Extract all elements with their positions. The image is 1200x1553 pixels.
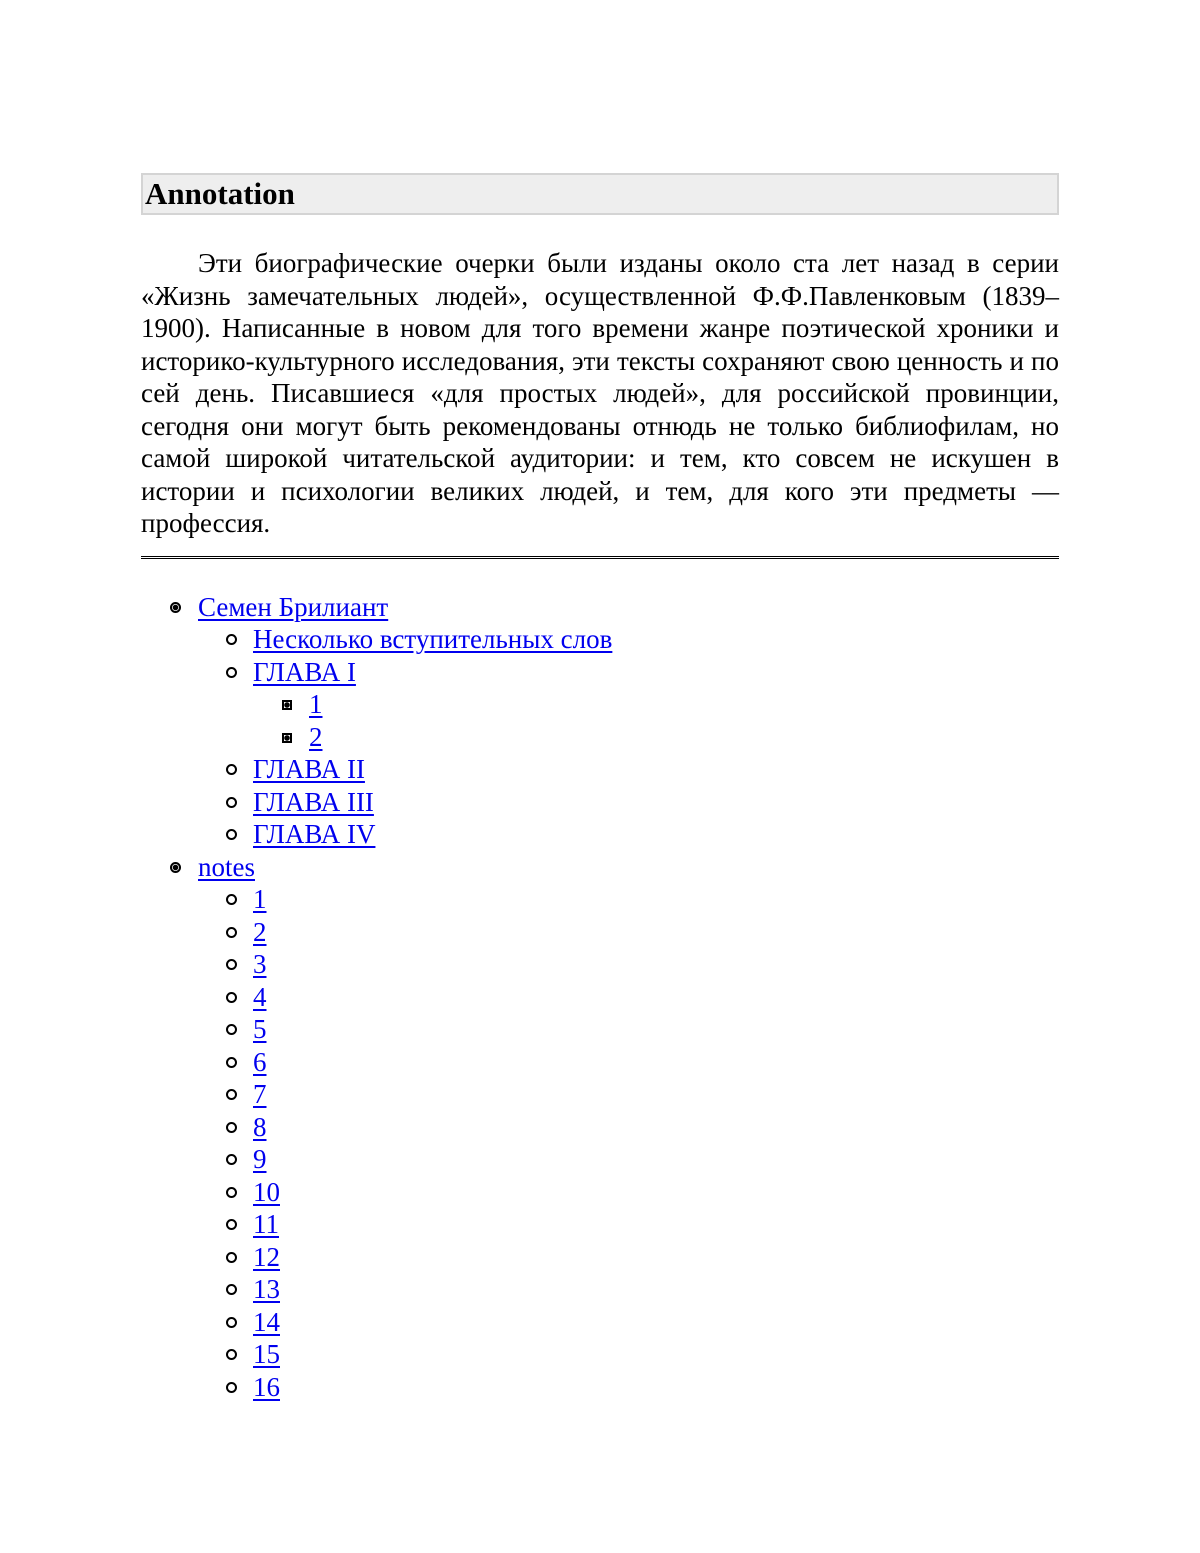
toc-item-note bbox=[197, 916, 1059, 949]
square-bullet-icon bbox=[282, 733, 292, 743]
hollow-circle-bullet-icon bbox=[226, 1122, 237, 1133]
separator-rule bbox=[141, 556, 1059, 560]
toc-link-note-6[interactable]: 6 bbox=[253, 1046, 267, 1077]
hollow-circle-bullet-icon bbox=[226, 1252, 237, 1263]
hollow-circle-bullet-icon bbox=[226, 634, 237, 645]
annotation-heading: Annotation bbox=[141, 173, 1059, 215]
toc-notes-sublist bbox=[197, 883, 1059, 1403]
toc-link-note-7[interactable]: 7 bbox=[253, 1079, 267, 1109]
toc-item-intro bbox=[197, 623, 1059, 656]
hollow-circle-bullet-icon bbox=[226, 764, 237, 775]
toc-link-note-4[interactable]: 4 bbox=[253, 981, 267, 1012]
annotation-text: Эти биографические очерки были изданы около ста лет назад в серии «Жизнь замечательных людей», осуществленной Ф.Ф.Павленковым (1839–1900). Написанные в новом для того времени жанре поэтической хроники и историко-культурного исследования, эти тексты сохраняют свою ценность и по сей день. Писавшиеся «для простых людей», для российской провинции, сегодня они могут быть рекомендованы отнюдь не только библиофилам, но самой широкой читательской аудитории: и тем, кто совсем не искушен в истории и психологии великих людей, и тем, для кого эти предметы — профессия. bbox=[141, 248, 1059, 538]
toc-link-note-8[interactable]: 8 bbox=[253, 1111, 267, 1142]
toc-item-note bbox=[197, 1013, 1059, 1046]
hollow-circle-bullet-icon bbox=[226, 1187, 237, 1198]
toc-link-note-13[interactable]: 13 bbox=[253, 1274, 280, 1304]
hollow-circle-bullet-icon bbox=[226, 959, 237, 970]
toc-item-chapter-2 bbox=[197, 753, 1059, 786]
toc-link-chapter-1[interactable]: ГЛАВА I bbox=[253, 656, 356, 687]
toc-link-chapter-2[interactable]: ГЛАВА II bbox=[253, 754, 365, 784]
hollow-circle-bullet-icon bbox=[226, 927, 237, 938]
toc-item-note bbox=[197, 948, 1059, 981]
toc-author-sublist bbox=[197, 623, 1059, 851]
toc-item-note bbox=[197, 1371, 1059, 1404]
toc-item-note bbox=[197, 981, 1059, 1014]
toc-link-note-3[interactable]: 3 bbox=[253, 949, 267, 979]
toc-item-chapter-4 bbox=[197, 818, 1059, 851]
toc-link-section-2[interactable]: 2 bbox=[309, 721, 323, 752]
hollow-circle-bullet-icon bbox=[226, 1382, 237, 1393]
filled-circle-bullet-icon bbox=[170, 862, 181, 873]
hollow-circle-bullet-icon bbox=[226, 667, 237, 678]
hollow-circle-bullet-icon bbox=[226, 1284, 237, 1295]
square-bullet-icon bbox=[282, 700, 292, 710]
table-of-contents bbox=[141, 591, 1059, 1404]
toc-link-note-9[interactable]: 9 bbox=[253, 1144, 267, 1174]
toc-link-note-5[interactable]: 5 bbox=[253, 1014, 267, 1044]
hollow-circle-bullet-icon bbox=[226, 829, 237, 840]
toc-item-note bbox=[197, 1306, 1059, 1339]
hollow-circle-bullet-icon bbox=[226, 1154, 237, 1165]
toc-link-note-15[interactable]: 15 bbox=[253, 1339, 280, 1369]
toc-link-author[interactable]: Семен Брилиант bbox=[198, 591, 389, 622]
hollow-circle-bullet-icon bbox=[226, 1024, 237, 1035]
toc-item-note bbox=[197, 883, 1059, 916]
hollow-circle-bullet-icon bbox=[226, 1219, 237, 1230]
toc-item-note bbox=[197, 1111, 1059, 1144]
toc-item-author bbox=[141, 591, 1059, 851]
hollow-circle-bullet-icon bbox=[226, 797, 237, 808]
toc-item-section-1 bbox=[253, 688, 1059, 721]
toc-item-chapter-3 bbox=[197, 786, 1059, 819]
toc-link-note-2[interactable]: 2 bbox=[253, 916, 267, 947]
toc-item-section-2 bbox=[253, 721, 1059, 754]
toc-link-note-11[interactable]: 11 bbox=[253, 1209, 279, 1239]
toc-item-note bbox=[197, 1046, 1059, 1079]
document-page bbox=[141, 173, 1059, 1403]
toc-item-note bbox=[197, 1208, 1059, 1241]
toc-item-note bbox=[197, 1143, 1059, 1176]
toc-item-chapter-1 bbox=[197, 656, 1059, 754]
toc-link-note-14[interactable]: 14 bbox=[253, 1306, 280, 1337]
toc-item-note bbox=[197, 1241, 1059, 1274]
toc-item-note bbox=[197, 1176, 1059, 1209]
toc-link-section-1[interactable]: 1 bbox=[309, 689, 323, 719]
hollow-circle-bullet-icon bbox=[226, 1089, 237, 1100]
filled-circle-bullet-icon bbox=[170, 602, 181, 613]
toc-item-notes bbox=[141, 851, 1059, 1404]
hollow-circle-bullet-icon bbox=[226, 1317, 237, 1328]
hollow-circle-bullet-icon bbox=[226, 894, 237, 905]
hollow-circle-bullet-icon bbox=[226, 1349, 237, 1360]
toc-link-intro[interactable]: Несколько вступительных слов bbox=[253, 624, 613, 654]
toc-link-notes[interactable]: notes bbox=[198, 851, 255, 882]
toc-link-chapter-4[interactable]: ГЛАВА IV bbox=[253, 819, 376, 849]
toc-link-note-12[interactable]: 12 bbox=[253, 1241, 280, 1272]
toc-link-chapter-3[interactable]: ГЛАВА III bbox=[253, 786, 374, 817]
toc-link-note-10[interactable]: 10 bbox=[253, 1176, 280, 1207]
toc-link-note-1[interactable]: 1 bbox=[253, 884, 267, 914]
toc-item-note bbox=[197, 1078, 1059, 1111]
toc-item-note bbox=[197, 1338, 1059, 1371]
hollow-circle-bullet-icon bbox=[226, 992, 237, 1003]
toc-item-note bbox=[197, 1273, 1059, 1306]
toc-link-note-16[interactable]: 16 bbox=[253, 1371, 280, 1402]
hollow-circle-bullet-icon bbox=[226, 1057, 237, 1068]
toc-chapter-1-sublist bbox=[253, 688, 1059, 753]
